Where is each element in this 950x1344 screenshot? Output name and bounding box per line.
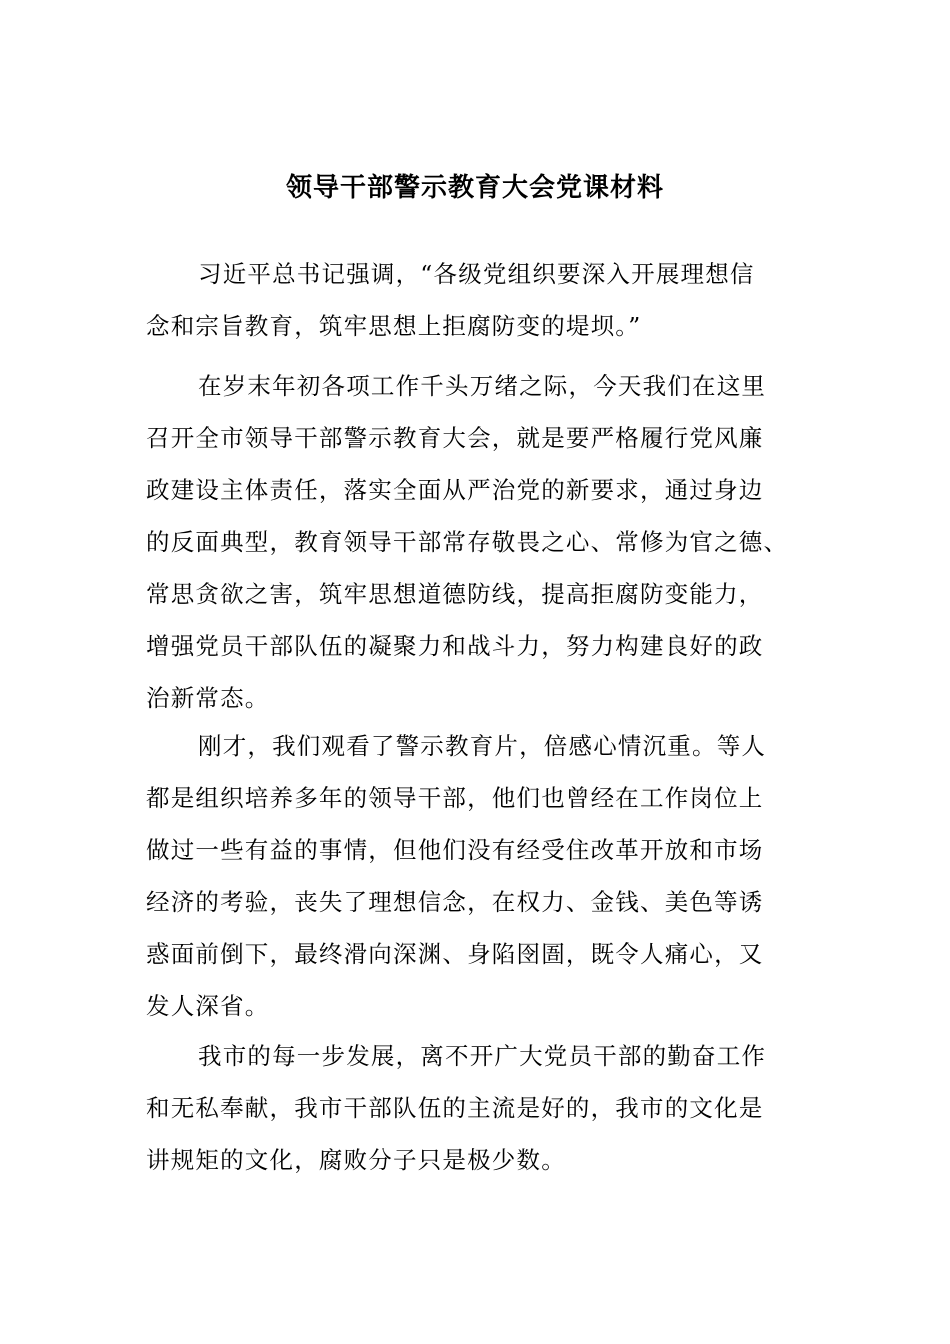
paragraph-line: 常思贪欲之害，筑牢思想道德防线，提高拒腐防变能力， <box>146 580 764 608</box>
paragraph-line: 治新常态。 <box>146 684 270 712</box>
paragraph-line: 惑面前倒下，最终滑向深渊、身陷囹圄，既令人痛心，又 <box>146 940 764 968</box>
paragraph-line: 发人深省。 <box>146 992 270 1020</box>
paragraph-line: 增强党员干部队伍的凝聚力和战斗力，努力构建良好的政 <box>146 632 764 660</box>
paragraph-line: 召开全市领导干部警示教育大会，就是要严格履行党风廉 <box>146 424 764 452</box>
paragraph-line: 念和宗旨教育，筑牢思想上拒腐防变的堤坝。” <box>146 312 642 340</box>
paragraph-line: 政建设主体责任，落实全面从严治党的新要求，通过身边 <box>146 476 764 504</box>
paragraph-line: 都是组织培养多年的领导干部，他们也曾经在工作岗位上 <box>146 784 764 812</box>
paragraph-line: 习近平总书记强调，“各级党组织要深入开展理想信 <box>198 260 755 288</box>
paragraph-line: 讲规矩的文化，腐败分子只是极少数。 <box>146 1146 566 1174</box>
paragraph-1 <box>146 248 806 352</box>
document-title: 领导干部警示教育大会党课材料 <box>285 173 664 203</box>
paragraph-line: 我市的每一步发展，离不开广大党员干部的勤奋工作 <box>198 1042 767 1070</box>
paragraph-line: 的反面典型，教育领导干部常存敬畏之心、常修为官之德、 <box>146 528 789 556</box>
paragraph-line: 和无私奉献，我市干部队伍的主流是好的，我市的文化是 <box>146 1094 764 1122</box>
paragraph-4 <box>146 1030 806 1186</box>
paragraph-3 <box>146 720 806 1032</box>
paragraph-line: 刚才，我们观看了警示教育片，倍感心情沉重。等人 <box>198 732 767 760</box>
paragraph-line: 做过一些有益的事情，但他们没有经受住改革开放和市场 <box>146 836 764 864</box>
paragraph-line: 在岁末年初各项工作千头万绪之际，今天我们在这里 <box>198 372 767 400</box>
paragraph-2 <box>146 360 806 724</box>
paragraph-line: 经济的考验，丧失了理想信念，在权力、金钱、美色等诱 <box>146 888 764 916</box>
